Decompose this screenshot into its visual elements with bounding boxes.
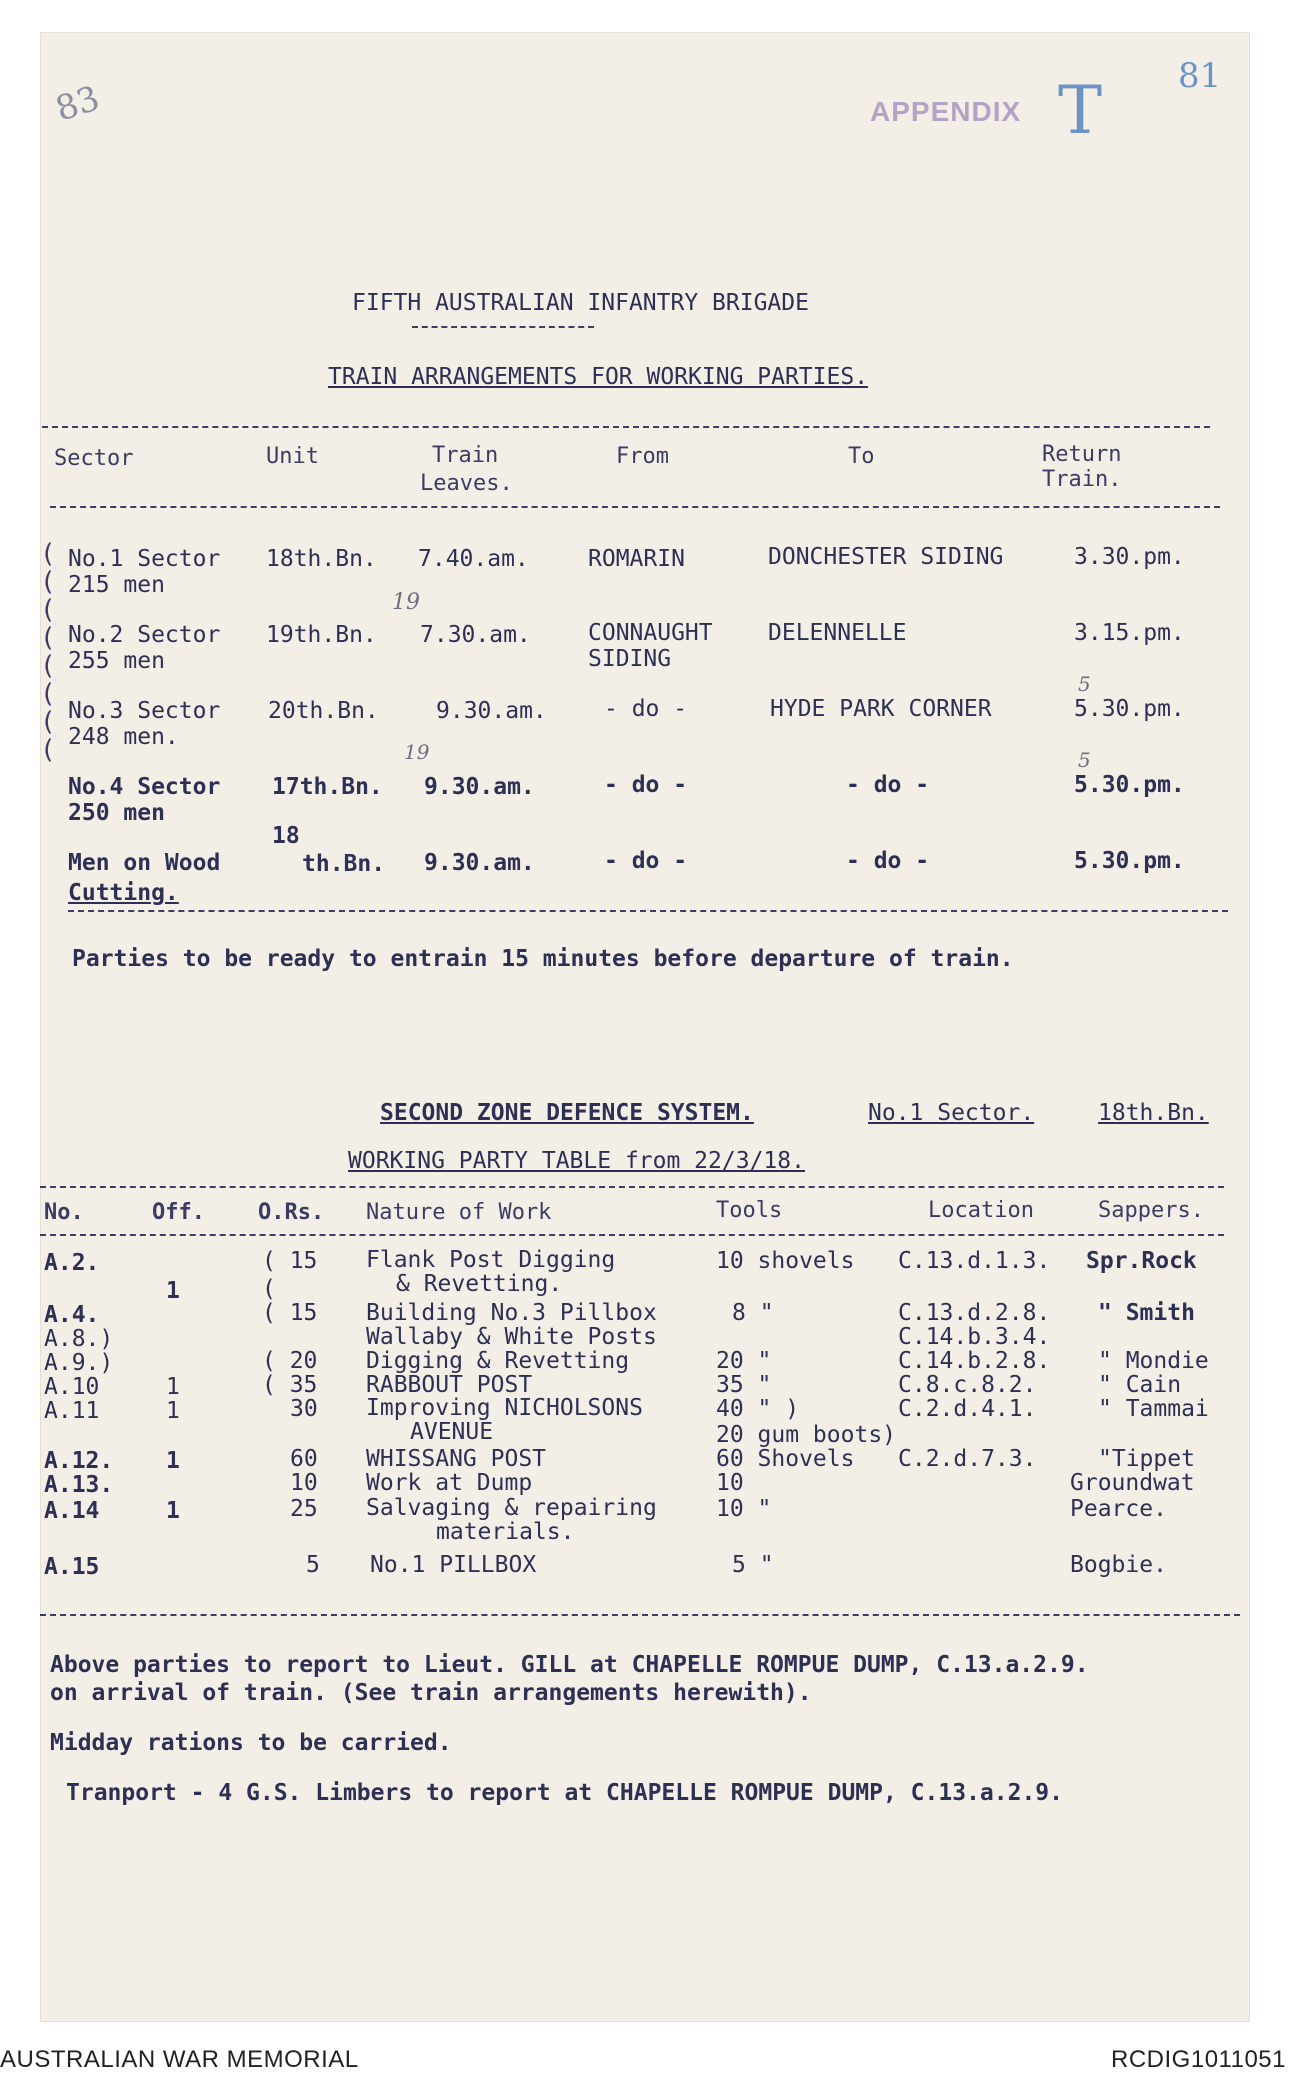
wp-tools-extra: 20 gum boots) [716,1422,897,1448]
wp-off: 1 [166,1278,180,1304]
train-row-2-leaves: 7.30.am. [420,622,531,648]
wp-work: Wallaby & White Posts [366,1324,657,1350]
train-row-5-return: 5.30.pm. [1074,848,1185,874]
divider [42,426,1210,428]
wp-sappers: Spr.Rock [1086,1248,1197,1274]
train-row-3-from: - do - [604,696,688,722]
col-sector: Sector [54,446,134,471]
wp-tools: 8 " [732,1300,774,1326]
bracket: ( ( ( ( ( ( ( ( [40,539,56,765]
wp-work: WHISSANG POST [366,1446,547,1472]
rations-note: Midday rations to be carried. [50,1730,452,1756]
sector-name: No.4 Sector [68,774,221,800]
wp-location: C.2.d.4.1. [898,1396,1037,1422]
col-train-leaves-2: Leaves. [420,471,513,496]
train-row-1-return: 3.30.pm. [1074,544,1185,570]
col-return-train-1: Return [1042,442,1122,467]
wp-work: Building No.3 Pillbox [366,1300,657,1326]
wp-sappers: " Tammai [1098,1396,1209,1422]
wp-off: 1 [166,1498,180,1524]
wp-work [366,1248,615,1296]
train-row-2-unit: 19th.Bn. [266,622,377,648]
wp-tools: 10 shovels [716,1248,855,1274]
wp-work-line: Flank Post Digging [366,1247,616,1273]
wp-no: A.10 [44,1374,100,1400]
divider [50,506,1220,508]
divider [40,1614,1240,1616]
wp-ors: 30 [290,1396,318,1422]
appendix-stamp: APPENDIX [870,96,1022,127]
wp-location: C.2.d.7.3. [898,1446,1037,1472]
wp-ors-value: 15 [289,1248,318,1274]
col-return-train [1042,442,1121,492]
wp-no: A.4. [44,1302,100,1328]
col-return-train-2: Train. [1042,467,1122,492]
wp-work: Digging & Revetting [366,1348,630,1374]
train-row-1-to: DONCHESTER SIDING [768,544,1004,570]
wp-tools: 5 " [732,1552,774,1578]
train-row-2-return: 3.15.pm. [1074,620,1185,646]
entrain-instruction: Parties to be ready to entrain 15 minutes before departure of train. [72,946,1014,972]
wp-ors: 10 [290,1470,318,1496]
wp-no: A.9.) [44,1350,114,1376]
wp-work-line: Salvaging & repairing [366,1495,657,1521]
train-row-4-sector [68,774,220,826]
wp-off: 1 [166,1398,180,1424]
train-row-3-return: 5.30.pm. [1074,696,1185,722]
wp-ors: 60 [290,1446,318,1472]
pencil-note-19: 19 [392,590,420,615]
col-train-leaves-1: Train [432,443,499,468]
wp-work-line: AVENUE [410,1419,494,1445]
wp-tools: 40 " ) [716,1396,800,1422]
wp-ors: ( 35 [262,1372,318,1398]
wp-location: C.8.c.8.2. [898,1372,1037,1398]
report-note-line-1: Above parties to report to Lieut. GILL at CHAPELLE ROMPUE DUMP, C.13.a.2.9. [50,1652,1089,1678]
divider [40,1234,1224,1236]
wp-sappers: Pearce. [1070,1496,1167,1522]
col-tools: Tools [716,1198,783,1223]
train-row-5-to: - do - [846,848,930,874]
footer-source: AUSTRALIAN WAR MEMORIAL [0,2046,359,2073]
wp-sappers: " Cain [1098,1372,1182,1398]
wp-ors: ( 20 [262,1348,318,1374]
train-row-4-unit: 17th.Bn. [272,774,383,800]
wp-no: A.14 [44,1498,100,1524]
pencil-note-19b: 19 [404,740,430,764]
divider [412,326,594,328]
col-sappers: Sappers. [1098,1198,1204,1223]
wp-no: A.2. [44,1250,100,1276]
wp-off: 1 [166,1448,180,1474]
train-row-5-from: - do - [604,848,688,874]
working-party-table-title: WORKING PARTY TABLE from 22/3/18. [348,1148,805,1174]
page-number-pencil: 83 [50,78,105,130]
wp-location: C.13.d.1.3. [898,1248,1051,1274]
train-row-2-from [588,620,713,672]
train-row-2-sector [68,622,220,674]
wp-off: 1 [166,1374,180,1400]
defence-title: SECOND ZONE DEFENCE SYSTEM. [380,1100,754,1126]
wp-ors: 25 [290,1496,318,1522]
wp-work: No.1 PILLBOX [370,1552,537,1578]
defence-sector: No.1 Sector. [868,1100,1035,1126]
wp-no: A.11 [44,1398,100,1424]
col-train-leaves [420,442,513,498]
page-number-folio: 81 [1178,56,1222,96]
wp-ors: 5 [306,1552,320,1578]
sector-men: 255 men [68,648,165,674]
col-off: Off. [152,1200,205,1225]
train-row-5-leaves: 9.30.am. [424,850,535,876]
wp-location: C.14.b.3.4. [898,1324,1051,1350]
train-row-1-from: ROMARIN [588,546,685,572]
train-row-4-note: 5 [1078,748,1091,772]
train-row-5-unit [272,822,385,878]
wp-sappers: "Tippet [1098,1446,1195,1472]
train-row-4-to: - do - [846,772,930,798]
sector-name: No.1 Sector [68,546,221,572]
wp-ors-value: 35 [289,1372,318,1398]
sector-men: 215 men [68,572,165,598]
train-row-1-sector [68,546,220,598]
train-row-3-note: 5 [1078,672,1091,696]
document-page [40,32,1250,2022]
wp-sappers: Groundwat [1070,1470,1195,1496]
wp-work: Work at Dump [366,1470,533,1496]
wp-work-line: materials. [436,1519,575,1545]
train-row-4-return: 5.30.pm. [1074,772,1185,798]
col-work: Nature of Work [366,1200,552,1225]
col-from: From [616,444,669,469]
wp-bracket: ( [262,1276,276,1302]
train-row-2-to: DELENNELLE [768,620,907,646]
divider [68,910,1228,912]
wp-sappers: " Mondie [1098,1348,1209,1374]
train-row-3-to: HYDE PARK CORNER [770,696,992,722]
train-row-3-unit: 20th.Bn. [268,698,379,724]
footer-reference: RCDIG1011051 [1111,2046,1286,2073]
wp-ors: ( 15 [262,1248,318,1274]
col-unit: Unit [266,444,319,469]
col-no: No. [44,1200,84,1225]
sector-name: No.3 Sector [68,698,221,724]
train-row-4-leaves: 9.30.am. [424,774,535,800]
wp-work-line: Improving NICHOLSONS [366,1395,643,1421]
wp-ors-value: 20 [289,1348,318,1374]
sector-name: No.2 Sector [68,622,221,648]
from-line-1: CONNAUGHT [588,620,713,646]
wp-no: A.13. [44,1472,114,1498]
unit-line-2: th.Bn. [302,851,386,877]
unit-line-1: 18 [272,823,300,849]
sector-name: Men on Wood [68,850,221,876]
sector-men: Cutting. [68,880,179,906]
wp-work [366,1496,657,1544]
transport-note: Tranport - 4 G.S. Limbers to report at CHAPELLE ROMPUE DUMP, C.13.a.2.9. [66,1780,1063,1806]
wp-ors: ( 15 [262,1300,318,1326]
wp-tools: 10 " [716,1496,772,1522]
train-row-3-leaves: 9.30.am. [436,698,547,724]
wp-location: C.14.b.2.8. [898,1348,1051,1374]
wp-no: A.12. [44,1448,114,1474]
col-to: To [848,444,875,469]
brigade-title: FIFTH AUSTRALIAN INFANTRY BRIGADE [352,290,809,316]
col-location: Location [928,1198,1034,1223]
wp-work-line: & Revetting. [396,1271,563,1297]
wp-no: A.15 [44,1554,100,1580]
defence-battalion: 18th.Bn. [1098,1100,1209,1126]
from-line-2: SIDING [588,646,672,672]
train-row-1-unit: 18th.Bn. [266,546,377,572]
wp-tools: 35 " [716,1372,772,1398]
wp-sappers: Bogbie. [1070,1552,1167,1578]
wp-sappers: " Smith [1098,1300,1195,1326]
divider [40,1186,1224,1188]
sector-men: 250 men [68,800,165,826]
sector-men: 248 men. [68,724,179,750]
wp-tools: 60 Shovels [716,1446,855,1472]
wp-no: A.8.) [44,1326,114,1352]
wp-work: RABBOUT POST [366,1372,533,1398]
wp-tools: 20 " [716,1348,772,1374]
train-row-5-sector [68,848,220,908]
wp-location: C.13.d.2.8. [898,1300,1051,1326]
wp-ors-value: 15 [289,1300,318,1326]
col-ors: O.Rs. [258,1200,325,1225]
train-row-4-from: - do - [604,772,688,798]
train-row-1-leaves: 7.40.am. [418,546,529,572]
wp-work [366,1396,643,1444]
appendix-letter: T [1058,72,1103,149]
train-arrangements-title: TRAIN ARRANGEMENTS FOR WORKING PARTIES. [328,364,869,390]
train-row-3-sector [68,698,220,750]
report-note-line-2: on arrival of train. (See train arrangements herewith). [50,1680,812,1706]
wp-tools: 10 [716,1470,744,1496]
